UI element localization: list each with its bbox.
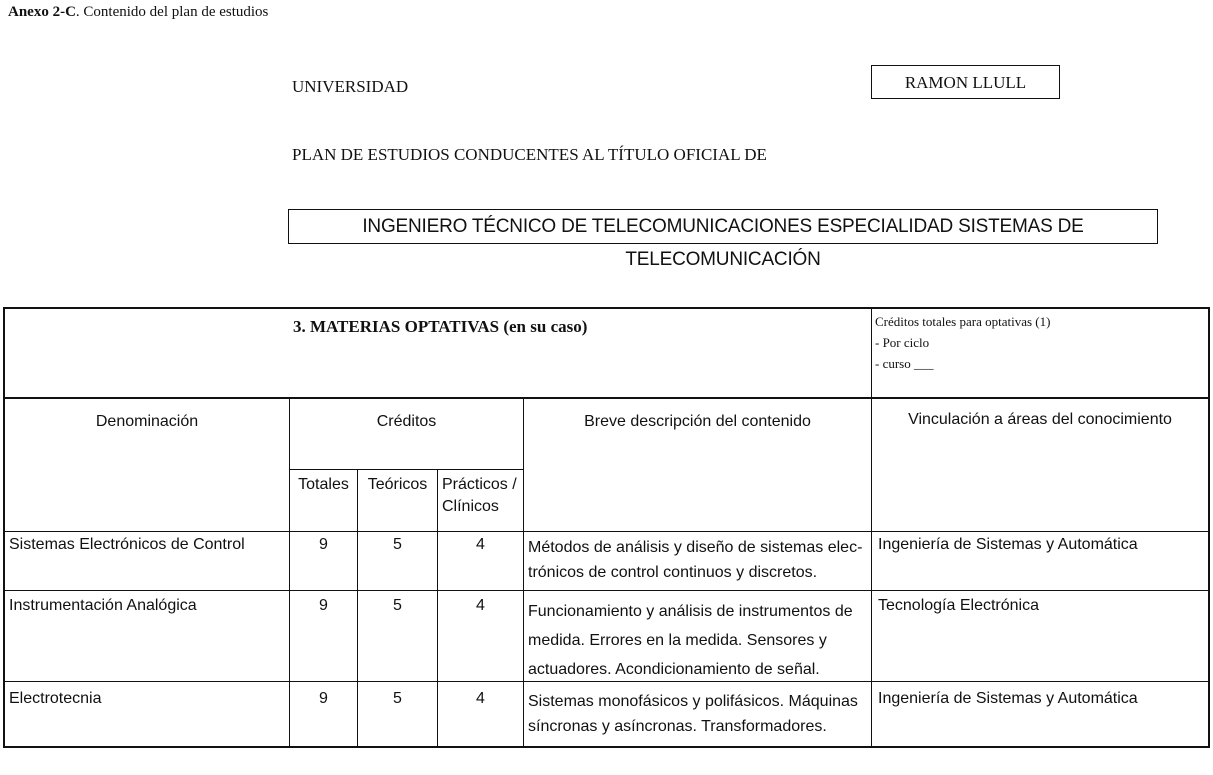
header-practicos-line1: Prácticos / — [442, 476, 517, 493]
row1-area: Ingeniería de Sistemas y Automática — [878, 536, 1138, 553]
annex-header-rest: . Contenido del plan de estudios — [75, 4, 269, 20]
table-rule-col-area — [871, 309, 872, 746]
table-rule-col-desc — [523, 397, 524, 746]
row2-practicos: 4 — [476, 597, 485, 614]
annex-header — [8, 4, 268, 21]
credits-info-line3: - curso ___ — [875, 356, 934, 371]
plan-title: PLAN DE ESTUDIOS CONDUCENTES AL TÍTULO OFICIAL DE — [292, 145, 767, 164]
header-descripcion: Breve descripción del contenido — [584, 413, 811, 430]
row2-description — [528, 597, 853, 684]
university-name-box: RAMON LLULL — [871, 65, 1060, 99]
header-totales: Totales — [298, 476, 349, 493]
row2-teoricos: 5 — [393, 597, 402, 614]
row1-desc-line1: Métodos de análisis y diseño de sistemas elec- — [528, 539, 863, 556]
credits-info — [875, 311, 1050, 374]
table-rule-credits-split — [290, 469, 523, 470]
row1-name: Sistemas Electrónicos de Control — [9, 536, 245, 553]
row3-area: Ingeniería de Sistemas y Automática — [878, 690, 1138, 707]
table-rule-header-top — [5, 397, 1208, 399]
header-teoricos: Teóricos — [367, 476, 428, 493]
table-rule-row2-top — [5, 590, 1208, 591]
row1-desc-line2: trónicos de control continuos y discretos. — [528, 564, 818, 581]
row3-description — [528, 689, 858, 739]
degree-title-box: INGENIERO TÉCNICO DE TELECOMUNICACIONES ESPECIALIDAD SISTEMAS DE TELECOMUNICACIÓN — [288, 209, 1158, 244]
row1-description — [528, 535, 862, 585]
row3-practicos: 4 — [476, 690, 485, 707]
header-practicos-line2: Clínicos — [442, 498, 499, 515]
row1-teoricos: 5 — [393, 536, 402, 553]
header-creditos: Créditos — [376, 413, 437, 430]
row1-practicos: 4 — [476, 536, 485, 553]
optativas-table — [3, 307, 1210, 748]
header-vinculacion: Vinculación a áreas del conocimiento — [908, 411, 1172, 428]
annex-header-bold: Anexo 2-C — [8, 4, 76, 20]
row1-totales: 9 — [319, 536, 328, 553]
row3-teoricos: 5 — [393, 690, 402, 707]
row3-desc-line1: Sistemas monofásicos y polifásicos. Máquinas — [528, 693, 858, 710]
row2-desc-line1: Funcionamiento y análisis de instrumentos de — [528, 603, 853, 620]
header-practicos — [438, 476, 523, 516]
header-denominacion: Denominación — [95, 413, 199, 430]
credits-info-line1: Créditos totales para optativas (1) — [875, 314, 1051, 329]
row2-desc-line3: actuadores. Acondicionamiento de señal. — [528, 661, 820, 678]
credits-info-line2: - Por ciclo — [875, 335, 930, 350]
row2-desc-line2: medida. Errores en la medida. Sensores y — [528, 632, 827, 649]
row2-totales: 9 — [319, 597, 328, 614]
section-title: 3. MATERIAS OPTATIVAS (en su caso) — [293, 317, 588, 336]
row2-name: Instrumentación Analógica — [9, 597, 197, 614]
row3-desc-line2: síncronas y asíncronas. Transformadores. — [528, 718, 827, 735]
row3-name: Electrotecnia — [9, 690, 102, 707]
row3-totales: 9 — [319, 690, 328, 707]
university-label: UNIVERSIDAD — [292, 77, 409, 96]
row2-area: Tecnología Electrónica — [878, 597, 1039, 614]
